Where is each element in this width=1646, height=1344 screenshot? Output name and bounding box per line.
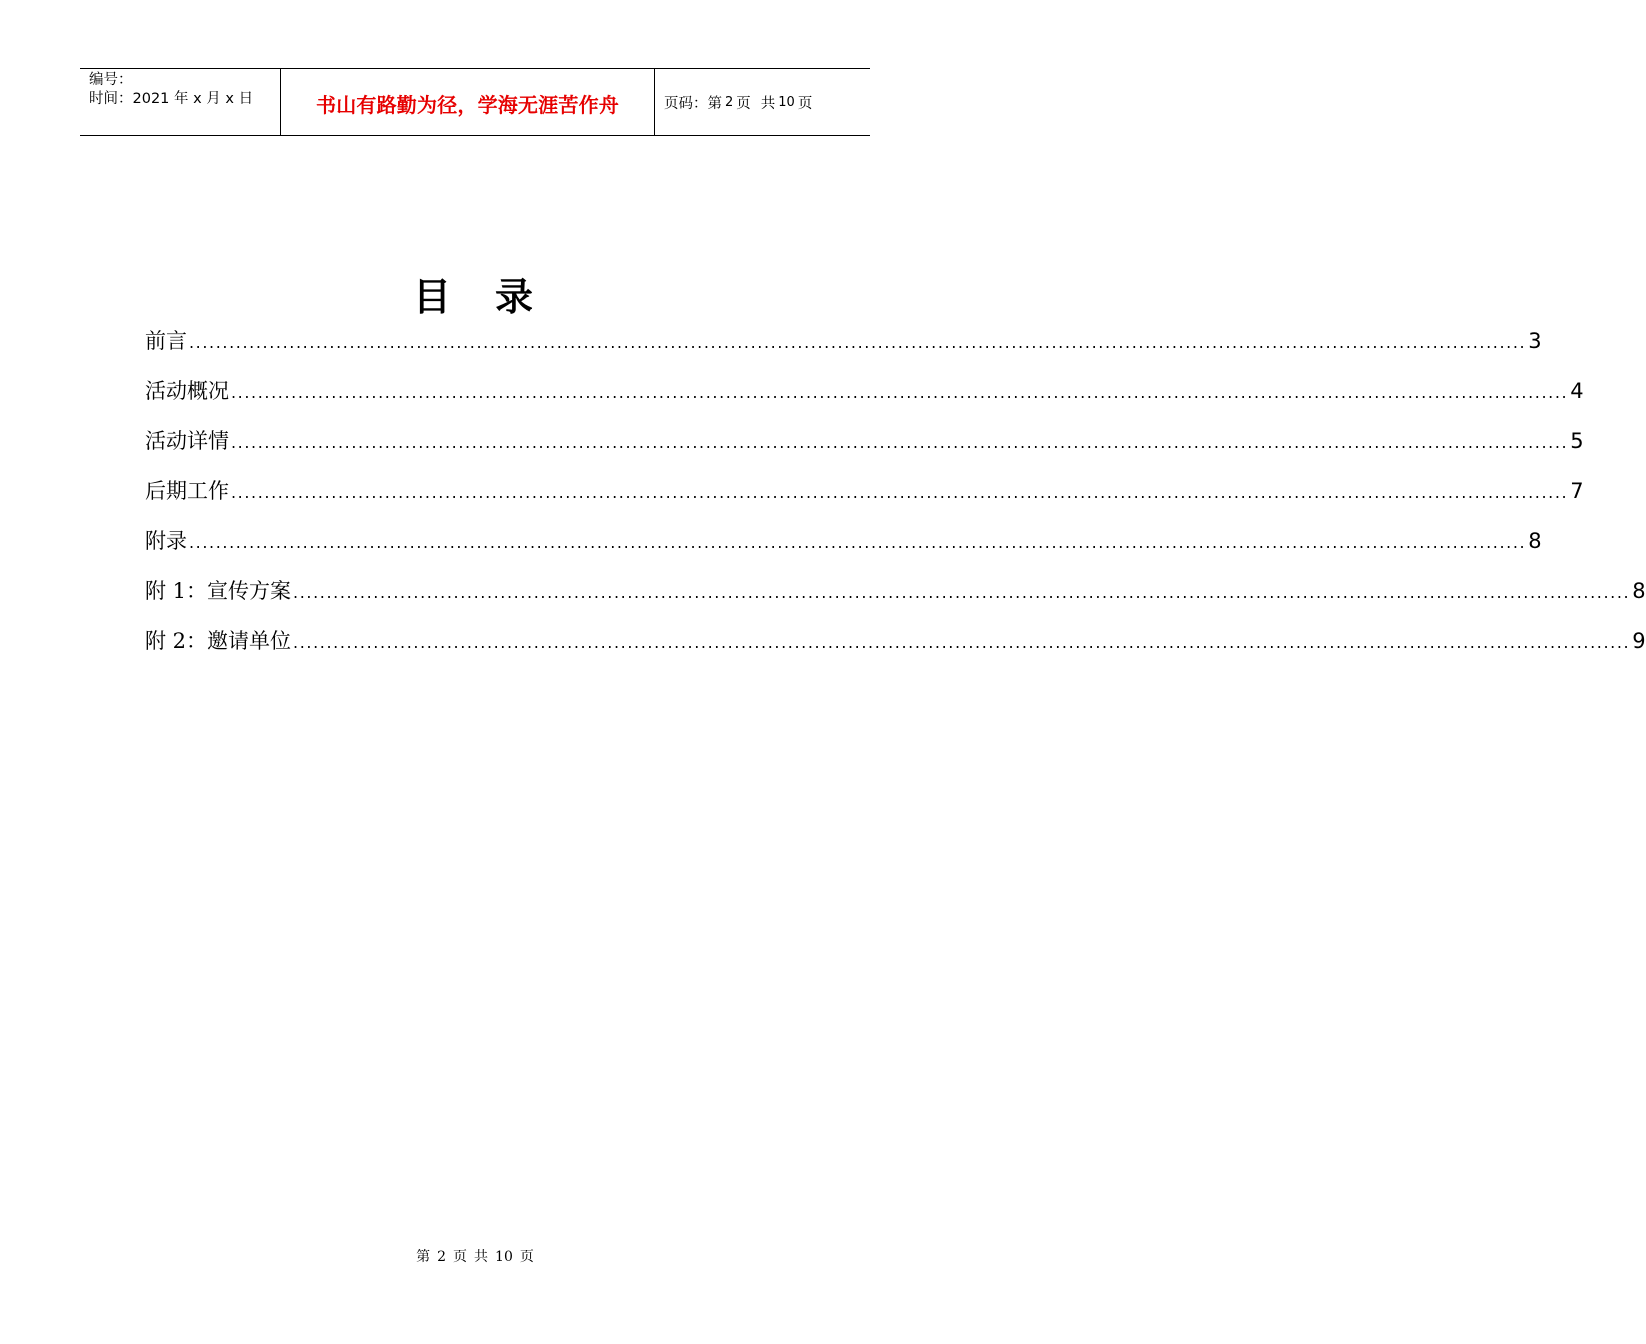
footer-total-prefix: 共: [474, 1249, 489, 1265]
toc-item-details[interactable]: [145, 424, 1584, 474]
table-of-contents: [145, 324, 1646, 674]
toc-item-appendix[interactable]: [145, 524, 1542, 574]
toc-item-page: 9: [1632, 629, 1646, 653]
toc-item-appendix-2[interactable]: [145, 624, 1646, 674]
toc-item-page: 4: [1570, 379, 1584, 403]
page-header: [80, 68, 870, 136]
toc-leader-dots: ........................................................................................................................................................................................................: [293, 633, 1631, 652]
toc-title: [0, 266, 950, 321]
header-time: [89, 90, 280, 109]
toc-item-page: 7: [1570, 479, 1584, 503]
toc-leader-dots: ........................................................................................................................................................................................................: [231, 433, 1569, 452]
header-page-total: 10: [778, 94, 795, 110]
header-page-current: 2: [725, 94, 734, 110]
header-time-value: 2021 年 x 月 x 日: [132, 91, 254, 107]
toc-item-page: 3: [1528, 329, 1542, 353]
toc-item-label: 附录: [145, 529, 187, 553]
toc-item-label: 前言: [145, 329, 187, 353]
toc-item-followup[interactable]: [145, 474, 1584, 524]
page-footer: [0, 1246, 950, 1266]
toc-item-page: 5: [1570, 429, 1584, 453]
header-page-mid: 页: [736, 95, 751, 112]
toc-item-label: 后期工作: [145, 479, 229, 503]
toc-item-appendix-1[interactable]: [145, 574, 1646, 624]
toc-item-label: 附 2：邀请单位: [145, 629, 292, 653]
toc-leader-dots: ........................................................................................................................................................................................................: [231, 483, 1569, 502]
toc-leader-dots: ........................................................................................................................................................................................................: [293, 583, 1631, 602]
toc-title-char-2: 录: [495, 274, 538, 319]
toc-leader-dots: ........................................................................................................................................................................................................: [231, 383, 1569, 402]
footer-mid: 页: [453, 1249, 468, 1265]
header-page-info: [655, 69, 870, 135]
header-page-suffix: 页: [797, 95, 813, 112]
toc-item-label: 附 1：宣传方案: [145, 579, 292, 603]
toc-item-page: 8: [1632, 579, 1646, 603]
header-meta: [80, 69, 281, 135]
toc-item-preface[interactable]: [145, 324, 1542, 374]
header-time-label: 时间：: [89, 91, 133, 107]
toc-item-overview[interactable]: [145, 374, 1584, 424]
footer-suffix: 页: [519, 1249, 534, 1265]
toc-item-label: 活动概况: [145, 379, 229, 403]
header-page-prefix: 页码：第: [664, 95, 722, 112]
footer-current: 2: [437, 1249, 447, 1265]
toc-title-char-1: 目: [412, 274, 455, 319]
header-number-label: 编号：: [89, 72, 133, 88]
toc-leader-dots: ........................................................................................................................................................................................................: [189, 533, 1527, 552]
toc-item-label: 活动详情: [145, 429, 229, 453]
header-page-total-prefix: 共: [760, 95, 776, 112]
toc-item-page: 8: [1528, 529, 1542, 553]
footer-prefix: 第: [416, 1249, 431, 1265]
footer-total: 10: [495, 1249, 513, 1265]
toc-leader-dots: ........................................................................................................................................................................................................: [189, 333, 1527, 352]
header-motto: 书山有路勤为径，学海无涯苦作舟: [281, 69, 655, 135]
